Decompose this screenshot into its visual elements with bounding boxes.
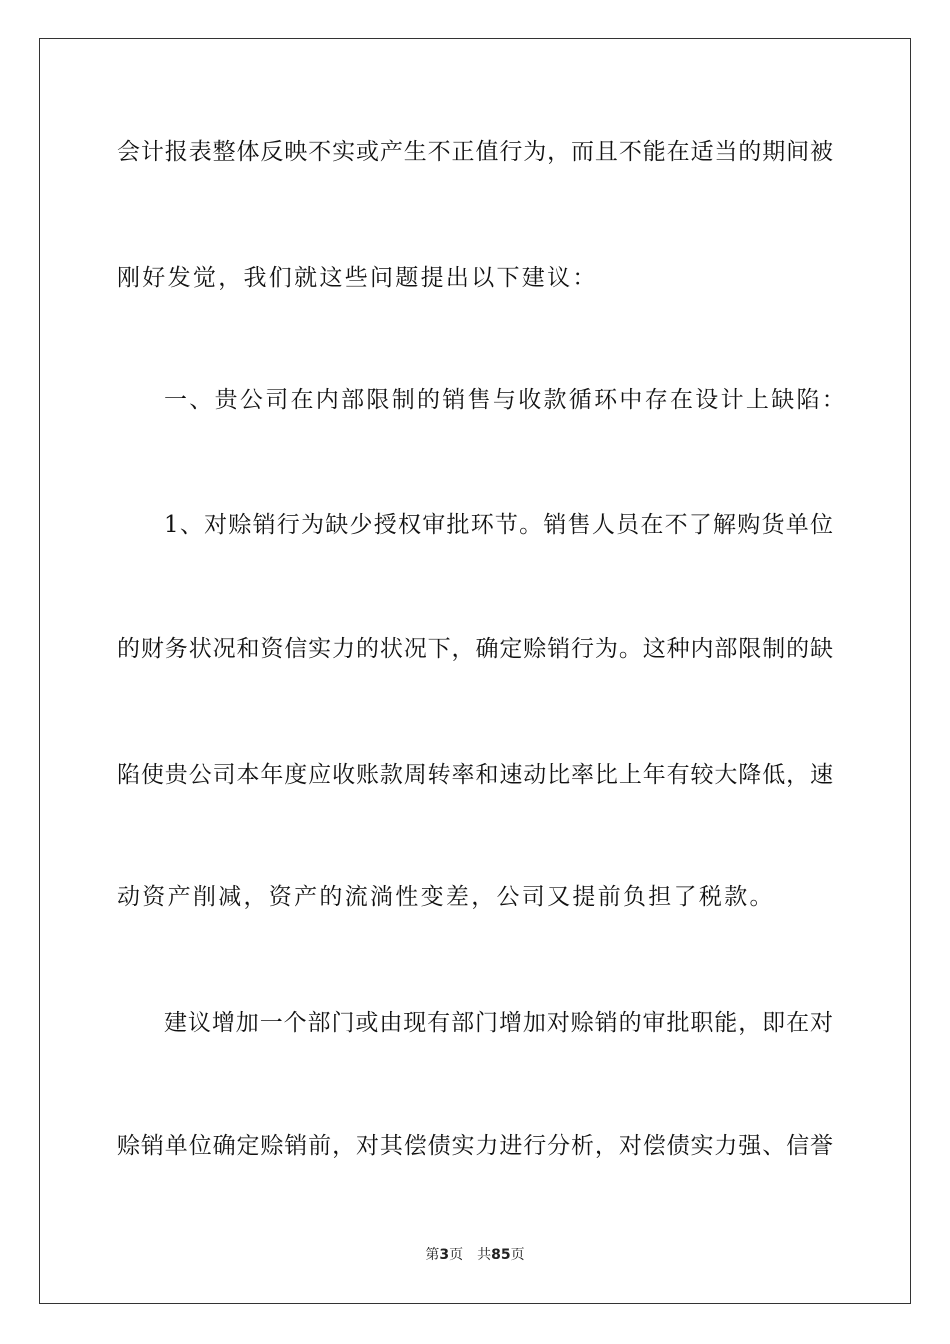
body-line-9: 赊销单位确定赊销前，对其偿债实力进行分析，对偿债实力强、信誉	[117, 1133, 833, 1159]
total-pages: 85	[491, 1247, 511, 1263]
body-line-8: 建议增加一个部门或由现有部门增加对赊销的审批职能，即在对	[164, 1010, 833, 1036]
section-heading: 一、贵公司在内部限制的销售与收款循环中存在设计上缺陷：	[164, 387, 848, 413]
body-line-1: 会计报表整体反映不实或产生不正值行为，而且不能在适当的期间被	[117, 139, 833, 165]
body-line-4: 1、对赊销行为缺少授权审批环节。销售人员在不了解购货单位	[164, 512, 833, 538]
page-border	[39, 38, 911, 1304]
body-line-7: 动资产削减，资产的流淌性变差，公司又提前负担了税款。	[117, 884, 775, 910]
body-line-2: 刚好发觉，我们就这些问题提出以下建议：	[117, 265, 598, 291]
body-line-5: 的财务状况和资信实力的状况下，确定赊销行为。这种内部限制的缺	[117, 636, 833, 662]
page-footer	[0, 1246, 950, 1264]
page-number: 3	[439, 1247, 450, 1263]
body-line-6: 陷使贵公司本年度应收账款周转率和速动比率比上年有较大降低，速	[117, 762, 833, 788]
page-suffix: 页	[449, 1247, 464, 1263]
total-suffix: 页	[510, 1247, 525, 1263]
page-prefix: 第	[425, 1247, 440, 1263]
total-prefix: 共	[477, 1247, 492, 1263]
